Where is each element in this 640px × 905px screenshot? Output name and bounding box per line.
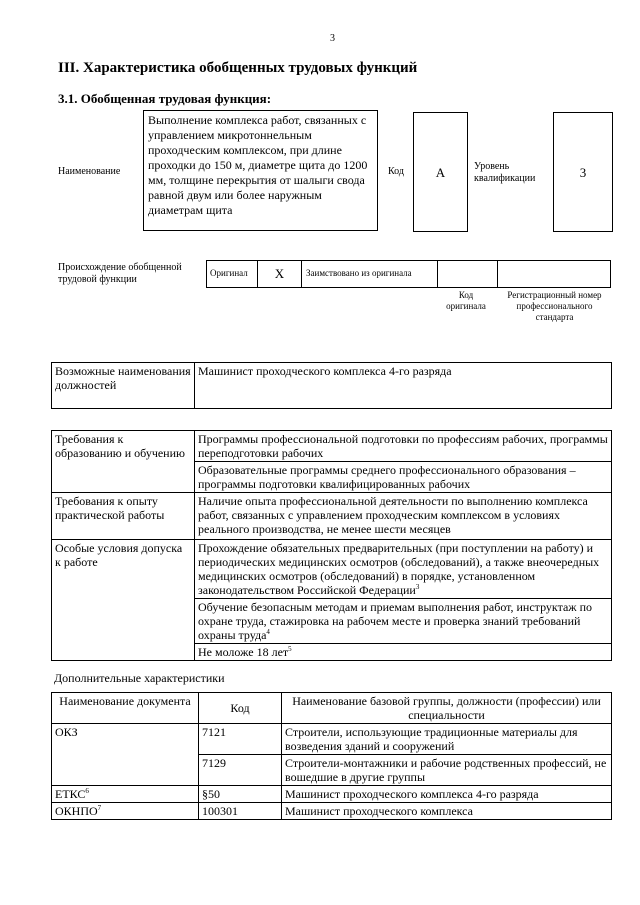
education-1: Программы профессиональной подготовки по профессиям рабочих, программы переподготовки рабочих — [195, 431, 612, 462]
experience-value: Наличие опыта профессиональной деятельности по выполнению комплекса работ, связанных с управлением проходческим комплексом в условиях реального производства, не менее шести месяцев — [195, 493, 612, 540]
oknpo-code: 100301 — [199, 803, 282, 820]
footnote-ref: 4 — [266, 628, 270, 636]
subsection-title: 3.1. Обобщенная трудовая функция: — [58, 91, 272, 106]
special-1-cell — [195, 540, 612, 599]
etks-code: §50 — [199, 786, 282, 803]
page-number: 3 — [330, 33, 335, 44]
oknpo-name: Машинист проходческого комплекса — [282, 803, 612, 820]
oknpo-label-cell — [52, 803, 199, 820]
footnote-ref: 6 — [85, 787, 89, 795]
level-label: Уровень квалификации — [474, 161, 536, 184]
divider — [437, 261, 438, 287]
positions-table — [51, 362, 612, 409]
education-label: Требования к образованию и обучению — [52, 431, 195, 493]
okz-code: 7121 — [199, 724, 282, 755]
positions-label: Возможные наименования должностей — [52, 363, 195, 409]
okz-code: 7129 — [199, 755, 282, 786]
special-1: Прохождение обязательных предварительных (при поступлении на работу) и периодических медицинских осмотров (обследований), а также внеочередных медицинских осмотров (обследований) в порядке, установленном законодательством Российской Федерации — [198, 541, 600, 597]
special-2-cell — [195, 599, 612, 644]
header-document: Наименование документа — [52, 693, 199, 724]
reg-number-caption: Регистрационный номер профессионального стандарта — [507, 290, 602, 322]
original-mark: X — [274, 266, 285, 281]
additional-table — [51, 692, 612, 820]
divider — [301, 261, 302, 287]
okz-label: ОКЗ — [52, 724, 199, 786]
special-2: Обучение безопасным методам и приемам выполнения работ, инструктаж по охране труда, стажировка на рабочем месте и проверка знаний требований охраны труда — [198, 600, 593, 642]
oknpo-label: ОКНПО — [55, 804, 98, 818]
divider — [497, 261, 498, 287]
code-label: Код — [388, 166, 404, 177]
okz-name: Строители-монтажники и рабочие родственных профессий, не вошедшие в другие группы — [282, 755, 612, 786]
borrowed-label: Заимствовано из оригинала — [306, 268, 412, 278]
etks-label-cell — [52, 786, 199, 803]
positions-value: Машинист проходческого комплекса 4-го разряда — [195, 363, 612, 409]
code-box — [413, 112, 468, 232]
requirements-table — [51, 430, 612, 661]
special-3: Не моложе 18 лет — [198, 645, 289, 659]
original-label: Оригинал — [210, 268, 248, 278]
section-title: III. Характеристика обобщенных трудовых функций — [58, 60, 418, 76]
experience-label: Требования к опыту практической работы — [52, 493, 195, 540]
special-label: Особые условия допуска к работе — [52, 540, 195, 661]
header-name: Наименование базовой группы, должности (профессии) или специальности — [282, 693, 612, 724]
special-3-cell — [195, 644, 612, 661]
function-name-box — [143, 110, 378, 231]
name-label: Наименование — [58, 166, 121, 177]
education-2: Образовательные программы среднего профессионального образования – программы подготовки квалифицированных рабочих — [195, 462, 612, 493]
code-original-caption: Код оригинала — [446, 290, 486, 311]
code-value: А — [435, 165, 446, 180]
additional-title: Дополнительные характеристики — [54, 671, 225, 685]
level-box — [553, 112, 613, 232]
footnote-ref: 7 — [97, 804, 102, 812]
function-name-value: Выполнение комплекса работ, связанных с управлением микротоннельным проходческим комплексом, при длине проходки до 150 м, диаметре щита до 1200 мм, толщине перекрытия от шалыги свода равной двум или более наружным диаметрам щита — [148, 113, 368, 217]
level-value: 3 — [579, 165, 587, 180]
origin-row — [206, 260, 611, 288]
okz-name: Строители, использующие традиционные материалы для возведения зданий и сооружений — [282, 724, 612, 755]
header-code: Код — [199, 693, 282, 724]
origin-label: Происхождение обобщенной трудовой функции — [58, 262, 182, 285]
etks-name: Машинист проходческого комплекса 4-го разряда — [282, 786, 612, 803]
etks-label: ЕТКС — [55, 787, 86, 801]
footnote-ref: 3 — [415, 583, 420, 591]
footnote-ref: 5 — [288, 645, 292, 653]
